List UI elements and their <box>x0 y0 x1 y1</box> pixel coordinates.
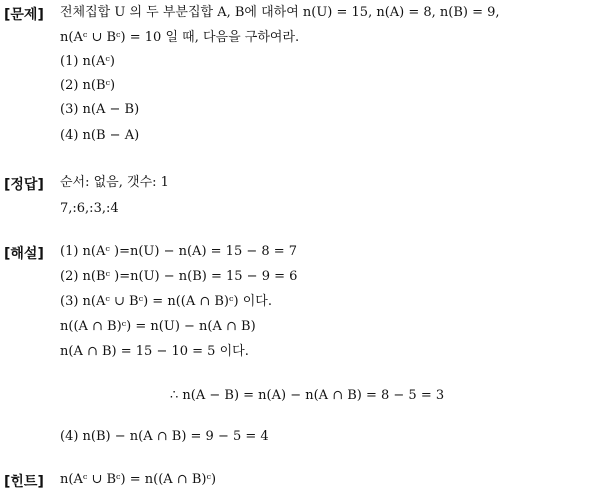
solution-line-7: (4) n(B) − n(A ∩ B) = 9 − 5 = 4 <box>60 429 269 444</box>
solution-conclusion: ∴ n(A − B) = n(A) − n(A ∩ B) = 8 − 5 = 3 <box>170 388 445 403</box>
answer-tag: [정답] <box>4 177 44 193</box>
problem-statement-line-2: n(Aᶜ ∪ Bᶜ) = 10 일 때, 다음을 구하여라. <box>60 30 300 45</box>
solution-line-1: (1) n(Aᶜ )=n(U) − n(A) = 15 − 8 = 7 <box>60 244 298 259</box>
answer-values: 7,:6,:3,:4 <box>60 201 119 216</box>
solution-line-5: n(A ∩ B) = 15 − 10 = 5 이다. <box>60 344 249 359</box>
solution-line-4: n((A ∩ B)ᶜ) = n(U) − n(A ∩ B) <box>60 319 256 334</box>
answer-meta: 순서: 없음, 갯수: 1 <box>60 175 169 190</box>
hint-line: n(Aᶜ ∪ Bᶜ) = n((A ∩ B)ᶜ) <box>60 472 217 487</box>
problem-tag: [문제] <box>4 7 44 23</box>
subquestion-2: (2) n(Bᶜ) <box>60 78 116 93</box>
subquestion-1: (1) n(Aᶜ) <box>60 54 115 69</box>
solution-tag: [해설] <box>4 246 44 262</box>
solution-line-2: (2) n(Bᶜ )=n(U) − n(B) = 15 − 9 = 6 <box>60 269 298 284</box>
problem-statement-line-1: 전체집합 U 의 두 부분집합 A, B에 대하여 n(U) = 15, n(A) = 8, n(B) = 9, <box>60 5 500 20</box>
solution-line-3: (3) n(Aᶜ ∪ Bᶜ) = n((A ∩ B)ᶜ) 이다. <box>60 294 272 309</box>
subquestion-4: (4) n(B − A) <box>60 128 140 143</box>
hint-tag: [힌트] <box>4 474 44 490</box>
subquestion-3: (3) n(A − B) <box>60 102 140 117</box>
